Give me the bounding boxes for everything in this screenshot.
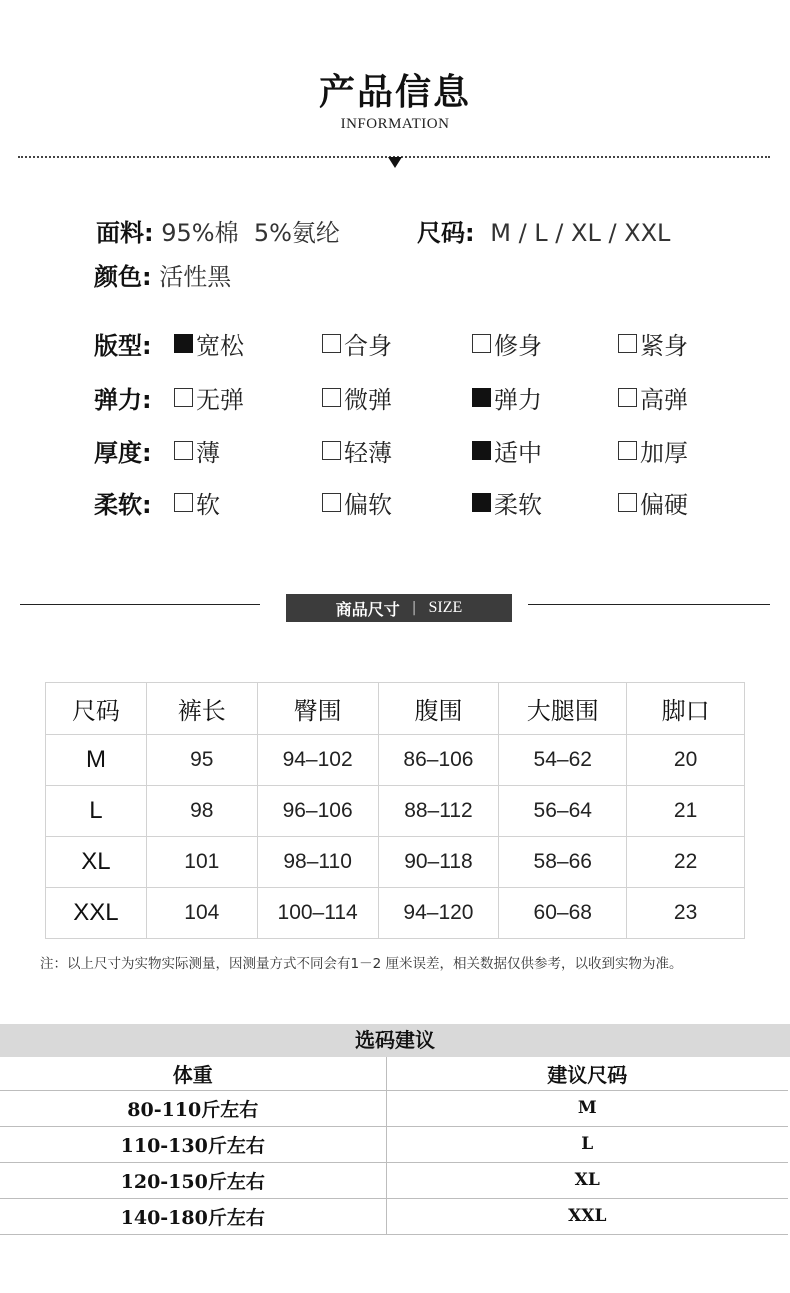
unchecked-box-icon [618, 441, 637, 460]
attribute-option [618, 485, 688, 520]
measure-cell: 98 [146, 786, 257, 837]
attribute-option-label: 宽松 [196, 332, 244, 360]
measure-cell: 60–68 [499, 888, 627, 939]
attribute-option-label: 适中 [494, 439, 542, 467]
recommended-size-cell: M [386, 1090, 788, 1126]
size-table-header-cell: 臀围 [257, 683, 378, 735]
unchecked-box-icon [174, 388, 193, 407]
attribute-option-label: 轻薄 [344, 439, 392, 467]
unchecked-box-icon [472, 334, 491, 353]
fabric-info [96, 213, 340, 248]
size-value: M / L / XL / XXL [490, 219, 671, 247]
measure-cell: 54–62 [499, 735, 627, 786]
unchecked-box-icon [322, 441, 341, 460]
attribute-option-label: 薄 [196, 439, 220, 467]
size-cell: XL [46, 837, 147, 888]
measure-cell: 94–102 [257, 735, 378, 786]
size-section-title-en: SIZE [428, 599, 463, 616]
size-cell: M [46, 735, 147, 786]
attribute-label: 柔软: [94, 491, 152, 519]
measure-cell: 88–112 [378, 786, 499, 837]
page-subtitle: INFORMATION [340, 116, 450, 132]
fabric-label: 面料: [96, 219, 154, 247]
page-title: 产品信息 [318, 72, 471, 113]
measure-cell: 98–110 [257, 837, 378, 888]
size-recommend-title: 选码建议 [0, 1024, 790, 1057]
attribute-option [618, 433, 688, 468]
attribute-option [174, 485, 220, 520]
measure-cell: 94–120 [378, 888, 499, 939]
size-cell: L [46, 786, 147, 837]
attribute-option [618, 326, 688, 361]
measure-cell: 20 [627, 735, 745, 786]
size-table-header-cell: 大腿围 [499, 683, 627, 735]
measure-cell: 90–118 [378, 837, 499, 888]
measure-cell: 96–106 [257, 786, 378, 837]
size-table-header [46, 683, 745, 735]
size-section-title: 商品尺寸 [335, 599, 400, 619]
unchecked-box-icon [618, 334, 637, 353]
recommended-size-cell: XL [386, 1162, 788, 1198]
attribute-option-label: 软 [196, 491, 220, 519]
unchecked-box-icon [174, 493, 193, 512]
weight-cell: 140-180斤左右 [0, 1198, 386, 1234]
unchecked-box-icon [174, 441, 193, 460]
attribute-label: 弹力: [94, 386, 152, 414]
attribute-option [322, 485, 392, 520]
attribute-option-label: 偏硬 [640, 491, 688, 519]
checked-box-icon [472, 441, 491, 460]
checked-box-icon [472, 388, 491, 407]
size-section-separator: | [411, 600, 417, 616]
unchecked-box-icon [618, 493, 637, 512]
size-table-header-cell: 腹围 [378, 683, 499, 735]
attribute-row [94, 433, 774, 467]
color-value: 活性黑 [159, 263, 232, 291]
recommended-size-cell: L [386, 1126, 788, 1162]
size-section-header [286, 594, 512, 622]
weight-cell: 120-150斤左右 [0, 1162, 386, 1198]
attribute-option [322, 433, 392, 468]
measure-cell: 101 [146, 837, 257, 888]
attribute-option-label: 合身 [344, 332, 392, 360]
measure-cell: 95 [146, 735, 257, 786]
recommend-header-size: 建议尺码 [386, 1057, 788, 1090]
attribute-option [618, 380, 688, 415]
color-label: 颜色: [94, 263, 152, 291]
size-table-header-cell: 尺码 [46, 683, 147, 735]
measure-cell: 56–64 [499, 786, 627, 837]
size-table-row [46, 735, 745, 786]
recommend-row [0, 1198, 788, 1234]
fabric-value: 95%棉 5%氨纶 [161, 219, 340, 247]
size-table-row [46, 837, 745, 888]
measure-cell: 58–66 [499, 837, 627, 888]
size-cell: XXL [46, 888, 147, 939]
attribute-row [94, 326, 774, 360]
weight-cell: 80-110斤左右 [0, 1090, 386, 1126]
unchecked-box-icon [618, 388, 637, 407]
attribute-option-label: 偏软 [344, 491, 392, 519]
size-table-header-cell: 裤长 [146, 683, 257, 735]
recommend-header-weight: 体重 [0, 1057, 386, 1090]
attribute-option [174, 326, 244, 361]
triangle-down-icon [388, 157, 402, 168]
recommend-row [0, 1162, 788, 1198]
measure-cell: 21 [627, 786, 745, 837]
attribute-option [472, 326, 542, 361]
attribute-option [322, 380, 392, 415]
size-table [45, 682, 745, 939]
attribute-option-label: 紧身 [640, 332, 688, 360]
measure-cell: 100–114 [257, 888, 378, 939]
attribute-option-label: 微弹 [344, 386, 392, 414]
size-table-header-cell: 脚口 [627, 683, 745, 735]
measure-cell: 104 [146, 888, 257, 939]
measurement-note: 注：以上尺寸为实物实际测量，因测量方式不同会有1－2 厘米误差，相关数据仅供参考，以收到实物为准。 [40, 956, 683, 972]
unchecked-box-icon [322, 388, 341, 407]
unchecked-box-icon [322, 334, 341, 353]
checked-box-icon [174, 334, 193, 353]
size-recommend-table [0, 1057, 788, 1235]
unchecked-box-icon [322, 493, 341, 512]
attribute-label: 厚度: [94, 439, 152, 467]
attribute-option [174, 433, 220, 468]
attribute-option [472, 485, 542, 520]
size-label: 尺码: [417, 219, 475, 247]
measure-cell: 23 [627, 888, 745, 939]
measure-cell: 86–106 [378, 735, 499, 786]
divider-right [528, 604, 770, 605]
attribute-option [174, 380, 244, 415]
attribute-option-label: 弹力 [494, 386, 542, 414]
recommend-row [0, 1090, 788, 1126]
size-table-row [46, 786, 745, 837]
attribute-option-label: 高弹 [640, 386, 688, 414]
recommend-row [0, 1126, 788, 1162]
attribute-label: 版型: [94, 332, 152, 360]
size-table-row [46, 888, 745, 939]
attribute-option-label: 加厚 [640, 439, 688, 467]
recommended-size-cell: XXL [386, 1198, 788, 1234]
color-info [94, 257, 231, 292]
divider-left [20, 604, 260, 605]
attribute-option [322, 326, 392, 361]
attribute-option [472, 380, 542, 415]
weight-cell: 110-130斤左右 [0, 1126, 386, 1162]
size-info [417, 213, 670, 248]
attribute-option-label: 柔软 [494, 491, 542, 519]
attribute-row [94, 485, 774, 519]
attribute-option-label: 无弹 [196, 386, 244, 414]
attribute-option [472, 433, 542, 468]
measure-cell: 22 [627, 837, 745, 888]
attribute-row [94, 380, 774, 414]
attribute-option-label: 修身 [494, 332, 542, 360]
recommend-header [0, 1057, 788, 1090]
checked-box-icon [472, 493, 491, 512]
